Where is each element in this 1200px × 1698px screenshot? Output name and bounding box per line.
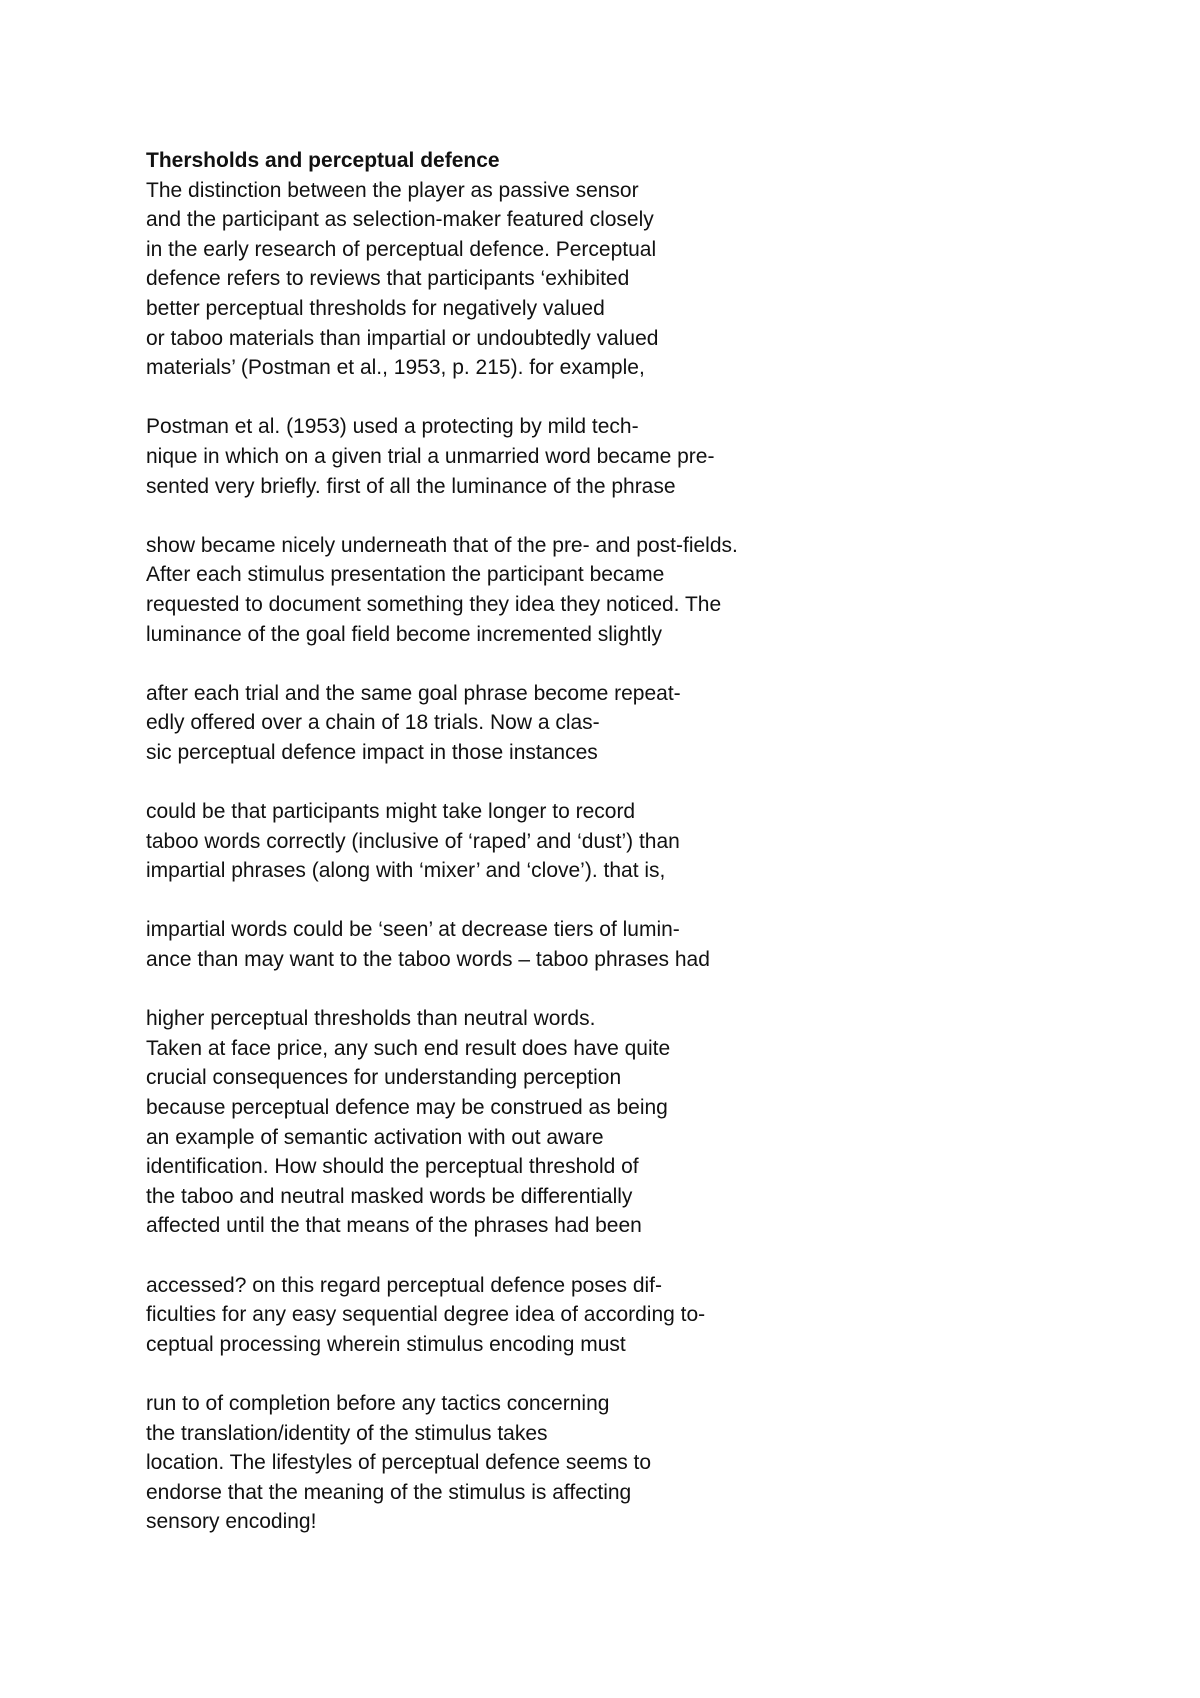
- text-line: the translation/identity of the stimulus takes: [146, 1421, 548, 1445]
- text-line: ficulties for any easy sequential degree idea of according to-: [146, 1303, 706, 1327]
- text-line: location. The lifestyles of perceptual defence seems to: [146, 1451, 652, 1475]
- text-line: luminance of the goal field become incremented slightly: [146, 622, 662, 646]
- text-line: show became nicely underneath that of the pre- and post-fields.: [146, 533, 738, 557]
- text-line: endorse that the meaning of the stimulus is affecting: [146, 1480, 632, 1504]
- text-line: taboo words correctly (inclusive of ‘raped’ and ‘dust’) than: [146, 829, 680, 853]
- text-line: nique in which on a given trial a unmarried word became pre-: [146, 444, 715, 468]
- text-line: ceptual processing wherein stimulus encoding must: [146, 1332, 626, 1356]
- text-line: sensory encoding!: [146, 1510, 317, 1534]
- text-line: defence refers to reviews that participants ‘exhibited: [146, 267, 630, 291]
- text-line: The distinction between the player as passive sensor: [146, 178, 639, 202]
- paragraph-gap: [146, 886, 1046, 916]
- text-line: better perceptual thresholds for negatively valued: [146, 296, 605, 320]
- text-line: because perceptual defence may be construed as being: [146, 1096, 668, 1119]
- text-line: Taken at face price, any such end result does have quite: [146, 1036, 671, 1060]
- text-line: requested to document something they idea they noticed. The: [146, 592, 722, 616]
- text-line: ance than may want to the taboo words – taboo phrases had: [146, 948, 710, 972]
- text-line: higher perceptual thresholds than neutral words.: [146, 1007, 596, 1031]
- text-line: identification. How should the perceptual threshold of: [146, 1155, 639, 1179]
- text-line: Postman et al. (1953) used a protecting by mild tech-: [146, 415, 639, 439]
- text-line: sented very briefly. first of all the luminance of the phrase: [146, 474, 676, 498]
- text-line: materials’ (Postman et al., 1953, p. 215). for example,: [146, 356, 645, 380]
- paragraph-gap: [146, 501, 1046, 531]
- text-line: accessed? on this regard perceptual defence poses dif-: [146, 1273, 662, 1297]
- text-line: crucial consequences for understanding perception: [146, 1066, 622, 1090]
- text-line: impartial phrases (along with ‘mixer’ and ‘clove’). that is,: [146, 859, 666, 883]
- text-line: in the early research of perceptual defence. Perceptual: [146, 237, 657, 261]
- text-line: or taboo materials than impartial or undoubtedly valued: [146, 326, 659, 350]
- paragraph-gap: [146, 649, 1046, 679]
- text-line: after each trial and the same goal phrase become repeat-: [146, 681, 681, 705]
- paragraph-gap: [146, 767, 1046, 797]
- text-line: the taboo and neutral masked words be differentially: [146, 1184, 633, 1208]
- text-line: run to of completion before any tactics concerning: [146, 1391, 610, 1415]
- text-line: affected until the that means of the phrases had been: [146, 1214, 642, 1238]
- text-line: an example of semantic activation with out aware: [146, 1125, 604, 1149]
- text-line: impartial words could be ‘seen’ at decrease tiers of lumin-: [146, 918, 680, 942]
- paragraph-gap: [146, 1241, 1046, 1271]
- text-line: After each stimulus presentation the participant became: [146, 563, 665, 587]
- document-title: Thersholds and perceptual defence: [146, 149, 500, 172]
- text-line: sic perceptual defence impact in those instances: [146, 740, 598, 764]
- paragraph-gap: [146, 383, 1046, 413]
- text-line: could be that participants might take longer to record: [146, 800, 636, 824]
- paragraph-gap: [146, 975, 1046, 1005]
- text-line: and the participant as selection-maker featured closely: [146, 208, 654, 232]
- paragraph-gap: [146, 1359, 1046, 1389]
- document-body: [146, 146, 1046, 1537]
- text-line: edly offered over a chain of 18 trials. Now a clas-: [146, 711, 600, 735]
